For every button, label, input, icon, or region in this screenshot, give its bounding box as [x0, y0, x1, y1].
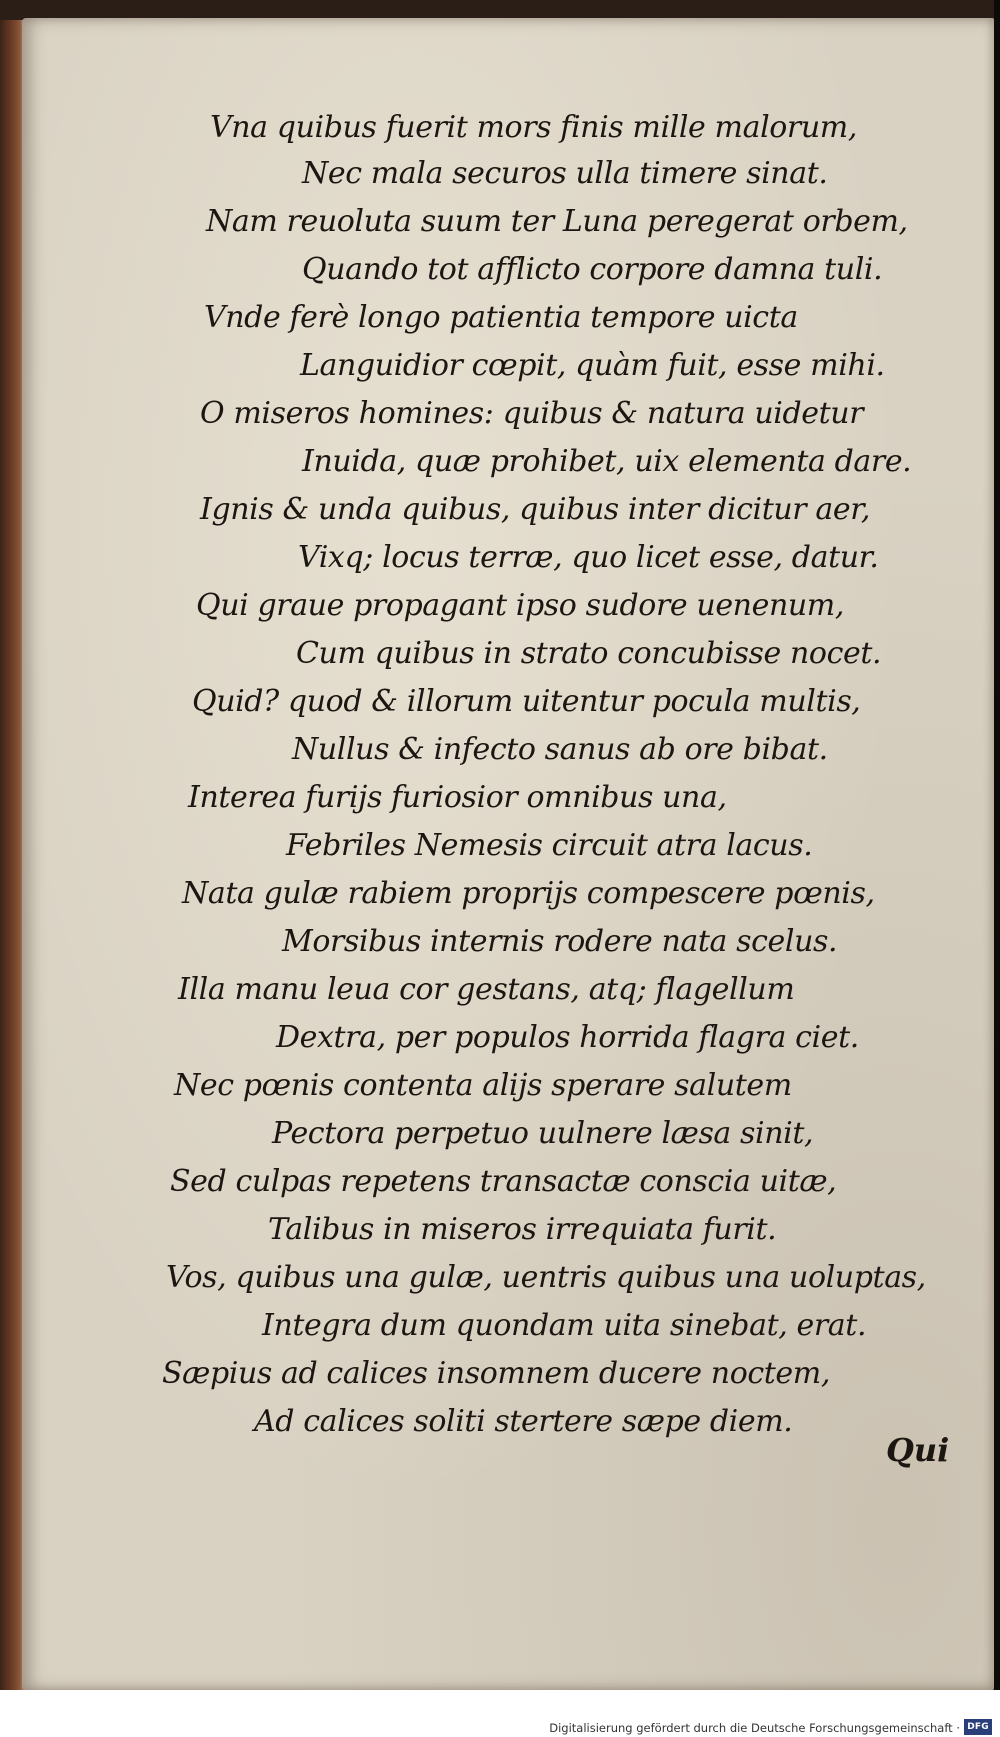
- poem-line: Quid? quod & illorum uitentur pocula multis,: [192, 684, 861, 719]
- poem-line: Interea furijs furiosior omnibus una,: [188, 780, 727, 815]
- poem-line: Nullus & infecto sanus ab ore bibat.: [292, 732, 828, 767]
- poem-line: Talibus in miseros irrequiata furit.: [268, 1212, 777, 1247]
- poem-line: Quando tot afflicto corpore damna tuli.: [302, 252, 883, 287]
- poem-line: Nec mala securos ulla timere sinat.: [302, 156, 828, 191]
- poem-line: Nata gulæ rabiem proprijs compescere pœnis,: [182, 876, 875, 911]
- poem-line: Febriles Nemesis circuit atra lacus.: [286, 828, 813, 863]
- poem-line: Pectora perpetuo uulnere læsa sinit,: [272, 1116, 814, 1151]
- poem-line: Vna quibus fuerit mors finis mille malorum,: [210, 110, 857, 145]
- poem-line: Sed culpas repetens transactæ conscia uitæ,: [170, 1164, 837, 1199]
- right-dark-edge: [994, 0, 1000, 1737]
- poem-line: Integra dum quondam uita sinebat, erat.: [262, 1308, 867, 1343]
- poem-line: Ad calices soliti stertere sæpe diem.: [254, 1404, 793, 1439]
- poem-line: Ignis & unda quibus, quibus inter dicitur aer,: [200, 492, 870, 527]
- poem-line: Vos, quibus una gulæ, uentris quibus una uoluptas,: [166, 1260, 926, 1295]
- poem-line: Morsibus internis rodere nata scelus.: [282, 924, 838, 959]
- poem-line: Inuida, quæ prohibet, uix elementa dare.: [302, 444, 912, 479]
- poem-line: Illa manu leua cor gestans, atq; flagellum: [178, 972, 795, 1007]
- poem-line: Vixq; locus terræ, quo licet esse, datur.: [298, 540, 879, 575]
- poem-line: Nam reuoluta suum ter Luna peregerat orbem,: [206, 204, 908, 239]
- poem-line: Cum quibus in strato concubisse nocet.: [296, 636, 882, 671]
- poem-line: Dextra, per populos horrida flagra ciet.: [276, 1020, 859, 1055]
- poem-line: Sæpius ad calices insomnem ducere noctem,: [162, 1356, 830, 1391]
- poem-line: Qui graue propagant ipso sudore uenenum,: [196, 588, 844, 623]
- poem-line: Languidior cœpit, quàm fuit, esse mihi.: [300, 348, 885, 383]
- digitization-footer: [0, 1690, 1000, 1737]
- poem-line: O miseros homines: quibus & natura uidetur: [200, 396, 864, 431]
- poem-line: Nec pœnis contenta alijs sperare salutem: [174, 1068, 792, 1103]
- funding-credit: Digitalisierung gefördert durch die Deutsche Forschungsgemeinschaft ·: [549, 1721, 960, 1735]
- dfg-logo: DFG: [964, 1719, 992, 1735]
- catchword: Qui: [886, 1431, 950, 1469]
- poem-line: Vnde ferè longo patientia tempore uicta: [204, 300, 798, 335]
